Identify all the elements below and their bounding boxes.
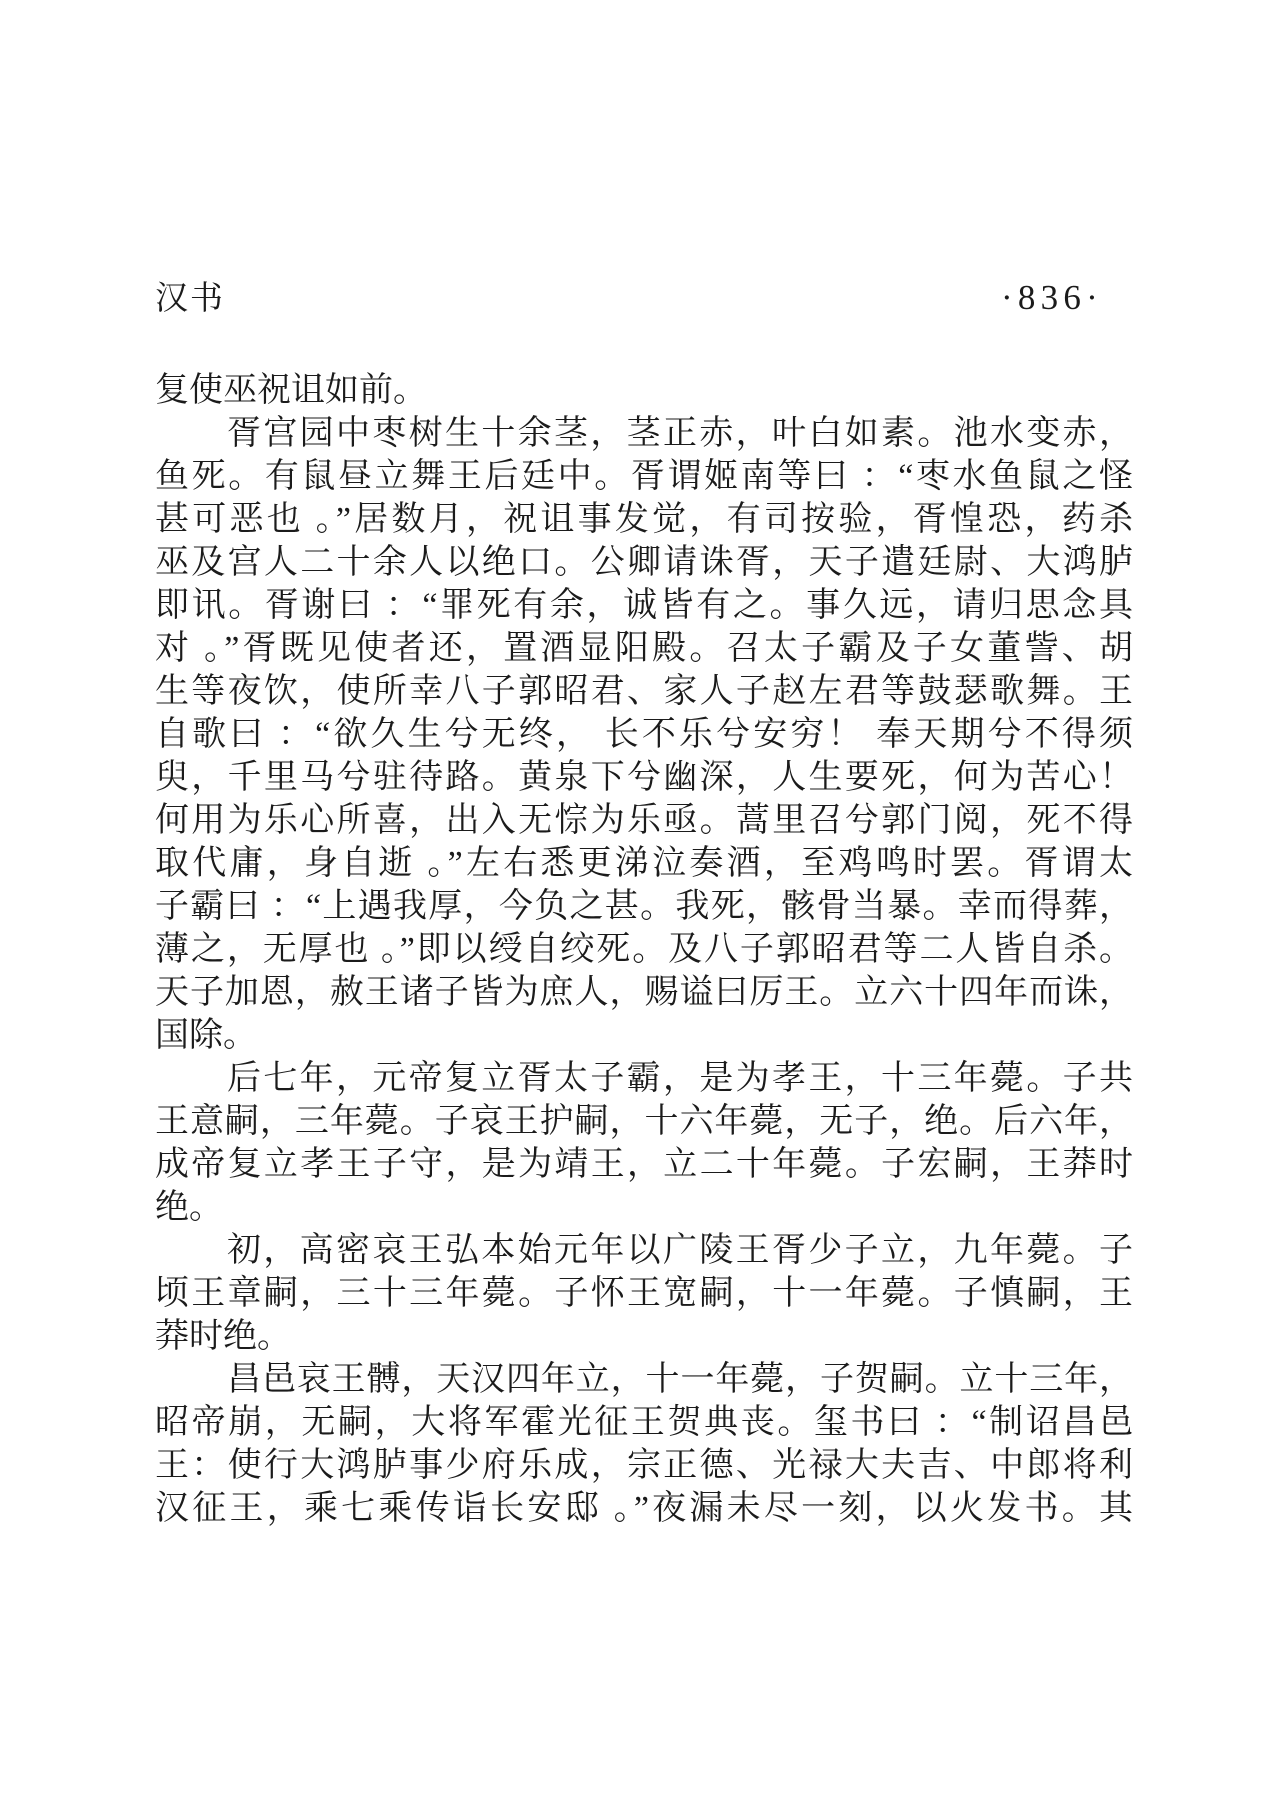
paragraph xyxy=(155,1229,1133,1358)
book-title: 汉书 xyxy=(155,281,225,317)
paragraph xyxy=(155,1057,1133,1229)
text-line: 自歌曰 ：“欲久生兮无终， 长不乐兮安穷！ 奉天期兮不得须 xyxy=(155,716,1133,753)
text-line: 汉征王，乘七乘传诣长安邸 。”夜漏未尽一刻，以火发书。其 xyxy=(155,1490,1133,1527)
text-line: 王意嗣，三年薨。子哀王护嗣，十六年薨，无子，绝。后六年， xyxy=(155,1103,1133,1140)
paragraph xyxy=(155,412,1133,1057)
text-line: 即讯。胥谢曰 ：“罪死有余，诚皆有之。事久远，请归思念具 xyxy=(155,587,1133,624)
page-number: ·836· xyxy=(1000,278,1103,317)
text-line: 鱼死。有鼠昼立舞王后廷中。胥谓姬南等曰 ：“枣水鱼鼠之怪 xyxy=(155,458,1133,495)
paragraph xyxy=(155,369,1133,412)
text-line: 王：使行大鸿胪事少府乐成，宗正德、光禄大夫吉、中郎将利 xyxy=(155,1447,1133,1484)
paragraph xyxy=(155,1358,1133,1530)
text-line: 国除。 xyxy=(155,1017,257,1054)
text-line: 莽时绝。 xyxy=(155,1318,291,1355)
text-line: 初，高密哀王弘本始元年以广陵王胥少子立，九年薨。子 xyxy=(227,1232,1133,1269)
text-line: 昌邑哀王髆，天汉四年立，十一年薨，子贺嗣。立十三年， xyxy=(227,1361,1133,1398)
text-line: 绝。 xyxy=(155,1189,223,1226)
text-line: 后七年，元帝复立胥太子霸，是为孝王，十三年薨。子共 xyxy=(227,1060,1133,1097)
text-line: 天子加恩，赦王诸子皆为庶人，赐谥曰厉王。立六十四年而诛， xyxy=(155,974,1133,1011)
text-line: 复使巫祝诅如前。 xyxy=(155,372,427,409)
text-line: 顷王章嗣，三十三年薨。子怀王宽嗣，十一年薨。子慎嗣，王 xyxy=(155,1275,1133,1312)
text-line: 甚可恶也 。”居数月，祝诅事发觉，有司按验，胥惶恐，药杀 xyxy=(155,501,1133,538)
text-line: 成帝复立孝王子守，是为靖王，立二十年薨。子宏嗣，王莽时 xyxy=(155,1146,1133,1183)
text-line: 对 。”胥既见使者还，置酒显阳殿。召太子霸及子女董訾、胡 xyxy=(155,630,1133,667)
text-line: 取代庸，身自逝 。”左右悉更涕泣奏酒，至鸡鸣时罢。胥谓太 xyxy=(155,845,1133,882)
page-header xyxy=(155,272,1133,319)
text-line: 生等夜饮，使所幸八子郭昭君、家人子赵左君等鼓瑟歌舞。王 xyxy=(155,673,1133,710)
text-line: 巫及宫人二十余人以绝口。公卿请诛胥，天子遣廷尉、大鸿胪 xyxy=(155,544,1133,581)
text-line: 昭帝崩，无嗣，大将军霍光征王贺典丧。玺书曰 ：“制诏昌邑 xyxy=(155,1404,1133,1441)
text-line: 臾，千里马兮驻待路。黄泉下兮幽深，人生要死，何为苦心！ xyxy=(155,759,1133,796)
text-line: 薄之，无厚也 。”即以绶自绞死。及八子郭昭君等二人皆自杀。 xyxy=(155,931,1133,968)
text-line: 何用为乐心所喜，出入无悰为乐亟。蒿里召兮郭门阅，死不得 xyxy=(155,802,1133,839)
text-line: 胥宫园中枣树生十余茎，茎正赤，叶白如素。池水变赤， xyxy=(227,415,1133,452)
page-body xyxy=(155,369,1133,1530)
text-line: 子霸曰 ：“上遇我厚，今负之甚。我死，骸骨当暴。幸而得葬， xyxy=(155,888,1133,925)
